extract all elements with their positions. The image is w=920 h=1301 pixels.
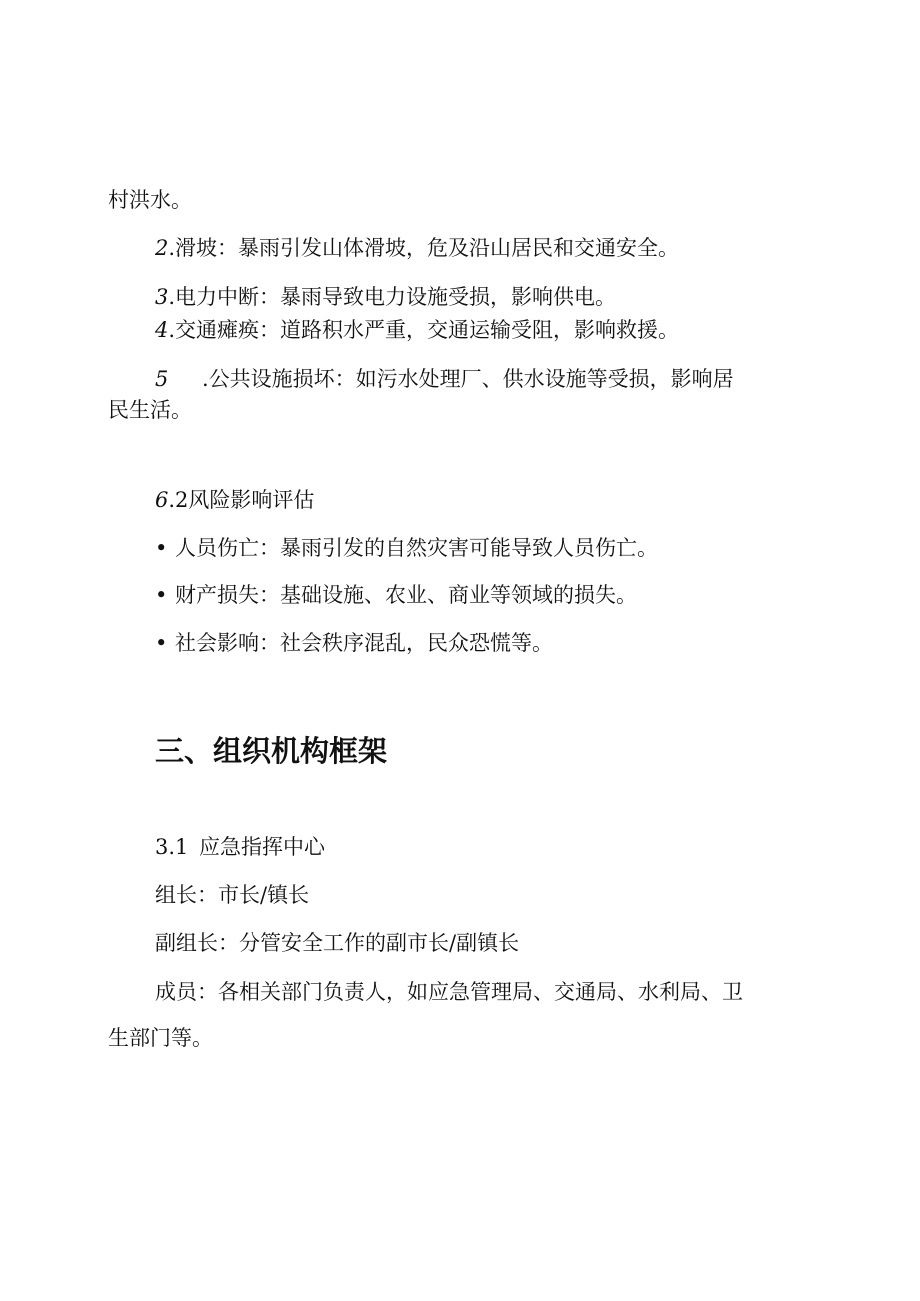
risk-bullet-item	[155, 580, 637, 610]
bullet-icon: •	[155, 536, 168, 560]
item-text: .交通瘫痪：道路积水严重，交通运输受阻，影响救援。	[168, 318, 680, 342]
subsection-text: 应急指挥中心	[199, 835, 325, 859]
role-members: 成员：各相关部门负责人，如应急管理局、交通局、水利局、卫	[155, 980, 743, 1004]
item-text: .公共设施损坏：如污水处理厂、供水设施等受损，影响居	[202, 367, 734, 391]
section-number: 6	[155, 488, 169, 512]
bullet-text: 人员伤亡：暴雨引发的自然灾害可能导致人员伤亡。	[175, 536, 658, 560]
risk-bullet-item	[155, 628, 553, 658]
role-deputy: 副组长：分管安全工作的副市长/副镇长	[155, 931, 520, 955]
section-title: .2风险影响评估	[168, 488, 315, 512]
role-leader: 组长：市长/镇长	[155, 883, 310, 907]
impact-item-5	[155, 364, 810, 394]
impact-item-3	[155, 282, 616, 312]
item-number: 4	[155, 318, 169, 342]
item-number: 5	[155, 367, 169, 391]
item-number: 2	[155, 236, 169, 260]
bullet-icon: •	[155, 631, 168, 655]
item-text: .电力中断：暴雨导致电力设施受损，影响供电。	[168, 285, 617, 309]
subsection-title	[155, 832, 325, 862]
impact-item-4	[155, 315, 679, 345]
item-text: .滑坡：暴雨引发山体滑坡，危及沿山居民和交通安全。	[168, 236, 680, 260]
item-number: 3	[155, 285, 169, 309]
bullet-text: 社会影响：社会秩序混乱，民众恐慌等。	[175, 631, 553, 655]
risk-bullet-item	[155, 533, 658, 563]
subsection-number: 3.1	[155, 835, 189, 859]
role-members-continuation: 生部门等。	[108, 1026, 213, 1050]
risk-section-title	[155, 485, 314, 515]
bullet-icon: •	[155, 583, 168, 607]
impact-item-2	[155, 233, 679, 263]
impact-item-5-continuation: 民生活。	[108, 398, 192, 422]
chapter-heading: 三、组织机构框架	[155, 734, 388, 768]
bullet-text: 财产损失：基础设施、农业、商业等领域的损失。	[175, 583, 637, 607]
continuation-text: 村洪水。	[108, 188, 192, 212]
